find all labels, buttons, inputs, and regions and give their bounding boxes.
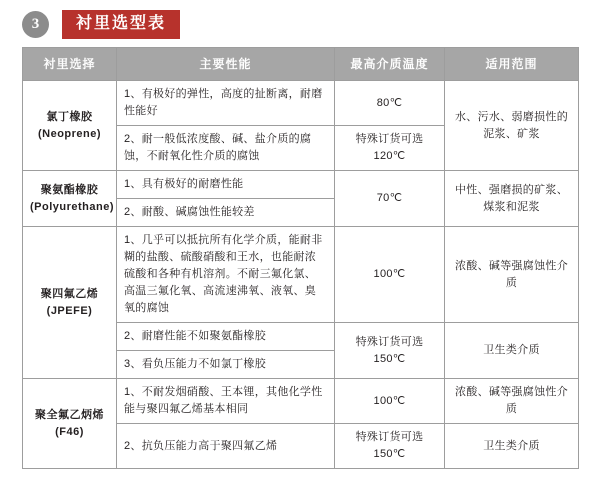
max-temperature-line: 100℃: [373, 268, 406, 280]
col-header-max-temp: 最高介质温度: [335, 48, 445, 81]
lining-name-cell: [23, 171, 117, 227]
max-temperature-line: 特殊订货可选: [355, 335, 424, 348]
table-row: [23, 81, 579, 126]
application-scope-line: 质: [505, 276, 518, 289]
application-scope-line: 浓酸、碱等强腐蚀性介: [455, 386, 568, 398]
table-header: [23, 48, 579, 81]
table-header-row: [23, 48, 579, 81]
max-temperature-line: 70℃: [376, 192, 403, 204]
lining-name-cell: [23, 81, 117, 171]
performance-cell: 1、几乎可以抵抗所有化学介质，能耐非糊的盐酸、硫酸硝酸和王水，也能耐浓硫酸和各种有机溶剂。不耐三氟化氯、高温三氟化氧、高流速沸氧、液氧、臭氧的腐蚀: [117, 227, 335, 323]
application-scope-line: 中性、强磨损的矿浆、: [455, 183, 568, 196]
application-scope-cell: [445, 424, 579, 469]
application-scope-line: 水、污水、弱磨损性的: [455, 110, 568, 123]
application-scope-cell: [445, 379, 579, 424]
col-header-lining: 衬里选择: [23, 48, 117, 81]
lining-name-line: 聚全氟乙炳烯: [35, 408, 104, 421]
section-number-badge: 3: [22, 11, 49, 38]
lining-name-line: 聚氨酯橡胶: [40, 183, 99, 196]
lining-name-line: (F46): [55, 425, 84, 438]
max-temperature-cell: [335, 424, 445, 469]
application-scope-cell: [445, 227, 579, 323]
lining-selection-table: [22, 47, 579, 469]
max-temperature-line: 100℃: [373, 394, 406, 407]
performance-cell: 1、不耐发烟硝酸、王本锂，其他化学性能与聚四氟乙烯基本相同: [117, 379, 335, 424]
max-temperature-cell: [335, 126, 445, 171]
max-temperature-cell: [335, 379, 445, 424]
section-header: [22, 8, 180, 40]
lining-name-cell: [23, 379, 117, 469]
performance-cell: 1、有极好的弹性，高度的扯断离，耐磨性能好: [117, 81, 335, 126]
application-scope-cell: [445, 171, 579, 227]
lining-name-line: 聚四氟乙烯: [40, 287, 99, 300]
application-scope-line: 煤浆和泥浆: [483, 200, 540, 213]
performance-cell: 2、抗负压能力高于聚四氟乙烯: [117, 424, 335, 469]
lining-selection-table-wrapper: [22, 47, 578, 469]
table-row: [23, 227, 579, 323]
table-body: [23, 81, 579, 469]
page-title: 衬里选型表: [62, 10, 180, 39]
lining-name-line: (JPEFE): [46, 304, 93, 317]
max-temperature-cell: [335, 171, 445, 227]
application-scope-line: 卫生类介质: [483, 439, 540, 452]
application-scope-cell: [445, 323, 579, 379]
max-temperature-line: 150℃: [373, 448, 406, 460]
max-temperature-cell: [335, 81, 445, 126]
max-temperature-line: 80℃: [376, 96, 403, 109]
lining-name-line: 氯丁橡胶: [46, 110, 93, 123]
performance-cell: 2、耐一般低浓度酸、碱、盐介质的腐蚀，不耐氧化性介质的腐蚀: [117, 126, 335, 171]
max-temperature-cell: [335, 323, 445, 379]
application-scope-line: 浓酸、碱等强腐蚀性介: [455, 259, 568, 272]
table-row: [23, 379, 579, 424]
max-temperature-line: 特殊订货可选: [355, 133, 424, 145]
performance-cell: 3、看负压能力不如氯丁橡胶: [117, 351, 335, 379]
max-temperature-cell: [335, 227, 445, 323]
application-scope-line: 泥浆、矿浆: [483, 127, 540, 140]
performance-cell: 2、耐磨性能不如聚氨酯橡胶: [117, 323, 335, 351]
lining-name-line: (Neoprene): [37, 127, 102, 140]
lining-name-line: (Polyurethane): [30, 200, 115, 213]
application-scope-cell: [445, 81, 579, 171]
performance-cell: 1、具有极好的耐磨性能: [117, 171, 335, 199]
application-scope-line: 卫生类介质: [483, 344, 540, 356]
max-temperature-line: 120℃: [373, 150, 406, 162]
max-temperature-line: 特殊订货可选: [355, 431, 424, 443]
table-row: [23, 171, 579, 199]
col-header-performance: 主要性能: [117, 48, 335, 81]
col-header-scope: 适用范围: [445, 48, 579, 81]
performance-cell: 2、耐酸、碱腐蚀性能较差: [117, 199, 335, 227]
lining-name-cell: [23, 227, 117, 379]
application-scope-line: 质: [505, 403, 518, 415]
max-temperature-line: 150℃: [373, 352, 406, 365]
